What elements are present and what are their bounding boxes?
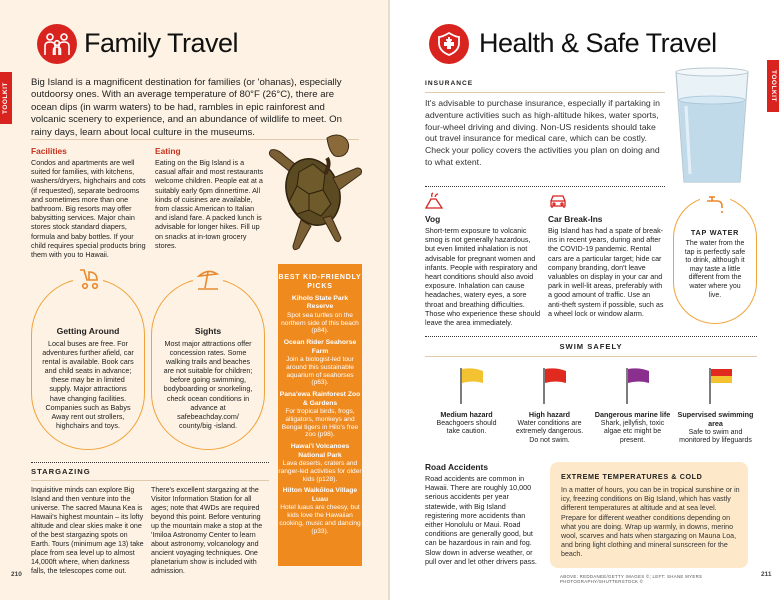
divider bbox=[31, 480, 269, 481]
facilities-text: Condos and apartments are well suited for families, with kitchens, washers/dryers, highchairs and cots (if requested), separate bedrooms and sometimes more than one bathroom. Big resorts may offer babysitting services. Major chain stores stock standard diapers, formula and baby bottles. If your child requires special products bring them with you to Hawaii. bbox=[31, 158, 146, 260]
kid-pick-desc: Spot sea turtles on the northern side of this beach (p84). bbox=[281, 311, 359, 335]
toolkit-tab-left[interactable]: TOOLKIT bbox=[0, 72, 12, 124]
car-icon bbox=[548, 192, 568, 215]
first-aid-icon bbox=[429, 24, 469, 64]
flag-desc: Water conditions are extremely dangerous. Do not swim. bbox=[515, 420, 584, 444]
beach-flag-icon bbox=[706, 366, 736, 406]
kid-pick-desc: For tropical birds, frogs, alligators, monkeys and Bengal tigers in Hilo's free zoo (p98). bbox=[281, 408, 359, 439]
kid-friendly-picks-panel bbox=[278, 264, 362, 566]
page-number-left: 210 bbox=[11, 571, 22, 578]
beach-flag-icon bbox=[457, 366, 487, 406]
flag-desc: Shark, jellyfish, toxic algae etc might be present. bbox=[600, 420, 665, 444]
kid-pick-item bbox=[278, 295, 362, 335]
sights-title: Sights bbox=[194, 326, 222, 336]
flag-label: Medium hazard bbox=[440, 410, 493, 419]
divider bbox=[425, 92, 665, 93]
beach-flag-icon bbox=[540, 366, 570, 406]
toolkit-tab-right[interactable]: TOOLKIT bbox=[767, 60, 779, 112]
water-glass-image bbox=[668, 64, 756, 188]
eating-text: Eating on the Big Island is a casual affair and most restaurants welcome children. People eat at a suitably early 6pm dinnertime. All kinds of cuisines are available, from classic American to Italian and island fare. A packed lunch is advisable for longer hikes. Fill up on snacks at in-town grocery stores. bbox=[155, 158, 264, 250]
vog-heading: Vog bbox=[425, 214, 441, 224]
family-icon bbox=[37, 24, 77, 64]
road-accidents-text: Road accidents are common in Hawaii. There are roughly 10,000 serious accidents per year statewide, with Big Island registering more accidents than either Honolulu or Maui. Road conditions are generally good, but can be hazardous in rain and fog. Slow down in adverse weather, or pull over and let other drivers pass. bbox=[425, 474, 537, 566]
flag-desc: Beachgoers should take caution. bbox=[436, 420, 497, 436]
beach-umbrella-icon bbox=[193, 264, 223, 294]
left-page bbox=[0, 0, 389, 600]
stargazing-col1: Inquisitive minds can explore Big Island and then venture into the universe. The sacred Mauna Kea is Hawaii's highest mountain – its lofty altitude and clear skies make it one of the best stargazing spots on Earth. Tours (minimum age 13) take place from sea level up to almost 14,000ft where, when darkness falls, the telescopes come out. bbox=[31, 486, 144, 575]
flag-label: High hazard bbox=[528, 410, 571, 419]
flag-label: Supervised swimming area bbox=[677, 410, 754, 428]
stargazing-col2: There's excellent stargazing at the Visitor Information Station for all ages; note that 4WDs are required beyond this point. Before venturing up the mountain make a stop at the 'Imiloa Astronomy Center to learn about astronomy, volcanology and ancient voyaging techniques. One planetarium show is included with admission. bbox=[151, 486, 263, 575]
kid-pick-item bbox=[278, 391, 362, 439]
insurance-heading: INSURANCE bbox=[425, 80, 474, 87]
kid-pick-item bbox=[278, 487, 362, 535]
eating-heading: Eating bbox=[155, 146, 181, 156]
kid-pick-desc: Join a biologist-led tour around this sustainable aquarium of seahorses (p63). bbox=[286, 356, 354, 387]
photo-credit: ABOVE: REDDANEE/GETTY IMAGES ©; LEFT: SHANE MYERS PHOTOGRAPHY/SHUTTERSTOCK © bbox=[560, 574, 703, 584]
getting-around-title: Getting Around bbox=[56, 326, 120, 336]
kid-pick-name: Hawai'i Volcanoes National Park bbox=[290, 443, 350, 459]
kid-pick-desc: Lava deserts, craters and ranger-led activities for older kids (p128). bbox=[278, 460, 362, 483]
swim-safely-heading: SWIM SAFELY bbox=[559, 342, 623, 351]
page-title-family-travel: Family Travel bbox=[84, 28, 239, 58]
kid-pick-name: Pana'ewa Rainforest Zoo & Gardens bbox=[279, 391, 361, 407]
vog-text: Short-term exposure to volcanic smog is not generally hazardous, but even limited inhalation is not advisable for pregnant women and infants. People with respiratory and heart conditions should also avoid exposure. Inhalation can cause headaches, watery eyes, a sore throat and breathing difficulties. Those who experience these should leave the area immediately. bbox=[425, 226, 541, 328]
kid-pick-item bbox=[278, 443, 362, 483]
tap-water-text: The water from the tap is perfectly safe to drink, although it may taste a little different from the water where you live. bbox=[684, 240, 746, 299]
tap-water-heading: TAP WATER bbox=[690, 228, 740, 237]
sights-text: Most major attractions offer concession rates. Some walking trails and beaches are not suitable for children; before going swimming, bodyboarding or snorkeling, check ocean conditions in advance at safebeachday.com/ county/big -island. bbox=[163, 339, 253, 430]
facilities-heading: Facilities bbox=[31, 146, 67, 156]
kid-pick-name: Kiholo State Park Reserve bbox=[291, 295, 349, 311]
kid-picks-title: BEST KID-FRIENDLY PICKS bbox=[278, 274, 362, 290]
kid-pick-desc: Hotel luaus are cheesy, but kids love the Hawaiian cooking, music and dancing (p33). bbox=[279, 504, 361, 535]
right-page bbox=[390, 0, 779, 600]
kid-pick-name: Ocean Rider Seahorse Farm bbox=[283, 339, 357, 355]
car-breakins-text: Big Island has had a spate of break-ins in recent years, during and after the COVID-19 pandemic. Rental cars are a particular target; hide car company branding, don't leave valuables on display in your car and park in well-lit areas, preferably with a good amount of traffic. Use an anti-theft system if possible, such as a wheel lock or window alarm. bbox=[548, 226, 664, 318]
stroller-icon bbox=[73, 264, 103, 294]
faucet-icon bbox=[700, 188, 730, 218]
kid-pick-item bbox=[278, 339, 362, 387]
beach-flag-icon bbox=[623, 366, 653, 406]
volcano-icon bbox=[425, 192, 443, 215]
sea-turtle-image bbox=[265, 128, 365, 256]
flag-label: Dangerous marine life bbox=[594, 410, 671, 419]
family-intro: Big Island is a magnificent destination for families (or 'ohanas), especially outdoorsy ones. With an average temperature of 80°F (26°C), there are ocean dips (in warm waters) to be had, rambles in epic rainforest and volcanic scenery to experience, and an abundance of wildlife to meet. On rainy days, learn about local culture in the museums. bbox=[31, 77, 342, 138]
kid-pick-name: Hilton Waikōloa Village Luau bbox=[282, 487, 358, 503]
divider bbox=[425, 356, 757, 357]
car-breakins-heading: Car Break-Ins bbox=[548, 214, 603, 224]
extreme-heading: EXTREME TEMPERATURES & COLD bbox=[561, 472, 703, 481]
getting-around-text: Local buses are free. For adventures further afield, car rental is available. Book cars and child seats in advance; these may be in limited supply. Major attractions have changing facilities. Companies such as Babys Away rent out strollers, highchairs and toys. bbox=[42, 339, 134, 430]
stargazing-rule bbox=[31, 462, 269, 463]
swim-rule bbox=[425, 336, 757, 337]
section-rule bbox=[425, 186, 665, 187]
flag-desc: Safe to swim and monitored by lifeguards bbox=[679, 429, 752, 445]
insurance-text: It's advisable to purchase insurance, especially if partaking in adventure activities such as high-altitude hikes, water sports, four-wheel driving and diving. Non-US residents should take out travel insurance for medical care, which can be costly. Check your policy covers the activities you plan on doing and to what extent. bbox=[425, 98, 660, 167]
extreme-text: In a matter of hours, you can be in tropical sunshine or in icy, freezing conditions on Big Island, which has vastly different temperatures at altitude and at sea level. Prepare for different weather conditions depending on what you are doing. Wrap up warmly, in downs, merino wool, scarves and hats when stargazing on Mauna Loa, and bring light clothing and mineral sunscreen for the beach. bbox=[561, 486, 740, 559]
road-accidents-heading: Road Accidents bbox=[425, 462, 488, 472]
page-title-health-safe-travel: Health & Safe Travel bbox=[479, 28, 717, 58]
page-number-right: 211 bbox=[761, 571, 772, 578]
stargazing-heading: STARGAZING bbox=[31, 467, 91, 476]
